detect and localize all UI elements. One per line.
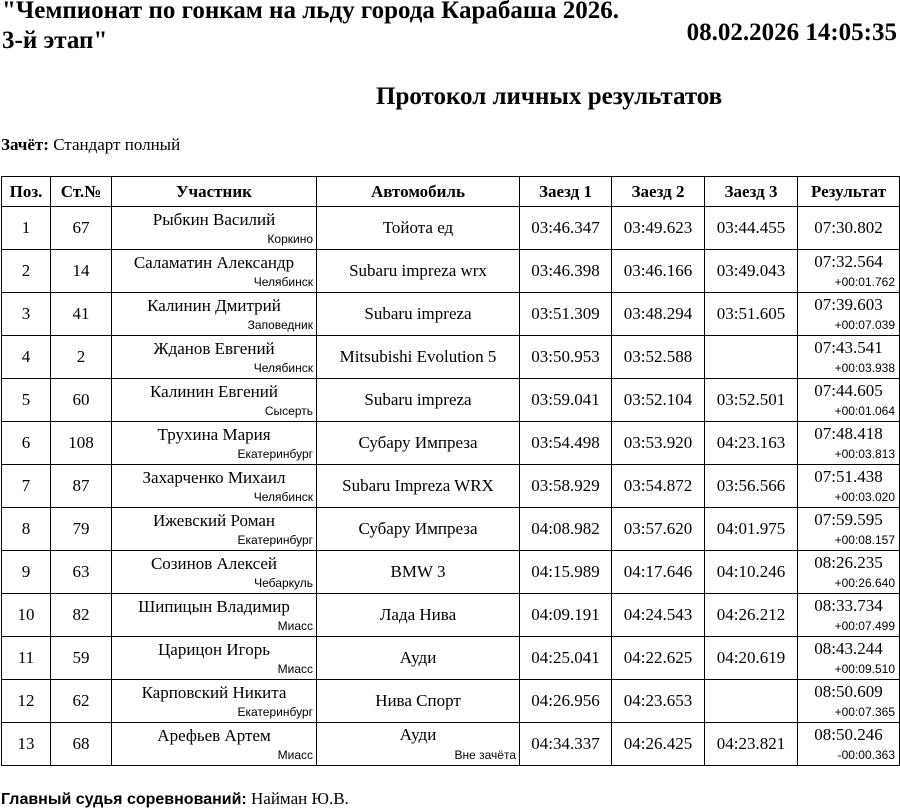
result-block (798, 680, 899, 722)
cell-car (317, 508, 520, 551)
result-gap: +00:03.020 (834, 490, 895, 504)
participant-name: Захарченко Михаил (142, 468, 286, 487)
result-time: 07:43.541 (814, 338, 883, 357)
col-header-result: Результат (798, 177, 900, 207)
participant-name: Карповский Никита (141, 683, 287, 702)
cell-participant (112, 250, 317, 293)
result-time: 07:32.564 (814, 252, 883, 271)
car-block (317, 551, 519, 593)
car-block (317, 594, 519, 636)
participant-city: Коркино (267, 232, 313, 246)
cell-car (317, 465, 520, 508)
cell-position: 1 (2, 207, 51, 250)
cell-run-1: 04:09.191 (520, 594, 612, 637)
participant-name: Рыбкин Василий (152, 210, 276, 229)
cell-run-1: 03:58.929 (520, 465, 612, 508)
participant-block (112, 594, 316, 636)
car-block (317, 723, 519, 765)
result-gap: +00:08.157 (834, 533, 895, 547)
car-block (317, 508, 519, 550)
protocol-title: Протокол личных результатов (376, 83, 723, 110)
cell-run-3: 04:20.619 (705, 637, 798, 680)
table-row (2, 250, 900, 293)
car-block (317, 637, 519, 679)
participant-city: Сысерть (264, 404, 313, 418)
car-name: BMW 3 (390, 562, 446, 581)
cell-car (317, 293, 520, 336)
cell-participant (112, 293, 317, 336)
cell-run-1: 04:08.982 (520, 508, 612, 551)
result-time: 07:51.438 (814, 467, 883, 486)
cell-position: 5 (2, 379, 51, 422)
participant-block (112, 250, 316, 292)
chief-judge-name: Найман Ю.В. (251, 789, 349, 808)
col-header-run-3: Заезд 3 (705, 177, 798, 207)
table-row (2, 508, 900, 551)
car-block (317, 422, 519, 464)
cell-start-number: 63 (51, 551, 112, 594)
participant-city: Екатеринбург (237, 447, 313, 461)
result-time: 08:50.246 (814, 725, 883, 744)
participant-city: Чебаркуль (254, 576, 313, 590)
cell-result (798, 508, 900, 551)
results-body (2, 207, 900, 766)
event-title: "Чемпионат по гонкам на льду города Карабаша 2026. 3-й этап" (2, 0, 619, 54)
cell-car (317, 551, 520, 594)
table-row (2, 336, 900, 379)
cell-car (317, 336, 520, 379)
result-gap: +00:07.365 (834, 705, 895, 719)
cell-run-3: 04:23.821 (705, 723, 798, 766)
result-gap: +00:01.064 (834, 404, 895, 418)
cell-result (798, 379, 900, 422)
participant-block (112, 465, 316, 507)
cell-position: 12 (2, 680, 51, 723)
participant-block (112, 422, 316, 464)
cell-participant (112, 594, 317, 637)
cell-run-2: 03:48.294 (612, 293, 705, 336)
cell-run-3: 03:44.455 (705, 207, 798, 250)
cell-start-number: 108 (51, 422, 112, 465)
participant-block (112, 336, 316, 378)
participant-block (112, 207, 316, 249)
table-row (2, 551, 900, 594)
car-name: Субару Импреза (358, 433, 478, 452)
cell-run-2: 03:49.623 (612, 207, 705, 250)
col-header-car: Автомобиль (317, 177, 520, 207)
participant-name: Калинин Евгений (150, 382, 278, 401)
participant-city: Екатеринбург (237, 705, 313, 719)
result-gap: +00:03.813 (834, 447, 895, 461)
category-value: Стандарт полный (53, 135, 181, 154)
cell-run-1: 04:26.956 (520, 680, 612, 723)
result-block (798, 336, 899, 378)
cell-run-2: 04:22.625 (612, 637, 705, 680)
cell-position: 2 (2, 250, 51, 293)
cell-participant (112, 336, 317, 379)
cell-run-3 (705, 680, 798, 723)
col-header-participant: Участник (112, 177, 317, 207)
cell-position: 6 (2, 422, 51, 465)
result-block (798, 637, 899, 679)
participant-block (112, 551, 316, 593)
cell-start-number: 62 (51, 680, 112, 723)
cell-position: 3 (2, 293, 51, 336)
car-block (317, 293, 519, 335)
participant-city: Екатеринбург (237, 533, 313, 547)
car-name: Subaru Impreza WRX (342, 476, 494, 495)
cell-participant (112, 637, 317, 680)
result-gap: +00:03.938 (834, 361, 895, 375)
result-block (798, 594, 899, 636)
table-row (2, 207, 900, 250)
cell-run-2: 04:17.646 (612, 551, 705, 594)
cell-run-3: 04:23.163 (705, 422, 798, 465)
col-header-start-number: Ст.№ (51, 177, 112, 207)
result-block (798, 723, 899, 765)
cell-start-number: 2 (51, 336, 112, 379)
col-header-position: Поз. (2, 177, 51, 207)
chief-judge-line (1, 788, 349, 811)
car-name: Subaru impreza wrx (349, 261, 487, 280)
result-block (798, 379, 899, 421)
cell-position: 13 (2, 723, 51, 766)
participant-city: Миасс (277, 619, 313, 633)
cell-result (798, 723, 900, 766)
cell-run-1: 04:15.989 (520, 551, 612, 594)
cell-position: 9 (2, 551, 51, 594)
cell-run-2: 03:54.872 (612, 465, 705, 508)
table-row (2, 637, 900, 680)
cell-car (317, 723, 520, 766)
cell-result (798, 637, 900, 680)
result-time: 07:48.418 (814, 424, 883, 443)
car-block (317, 250, 519, 292)
cell-result (798, 594, 900, 637)
participant-city: Челябинск (253, 275, 313, 289)
col-header-run-2: Заезд 2 (612, 177, 705, 207)
cell-run-1: 04:34.337 (520, 723, 612, 766)
table-row (2, 422, 900, 465)
cell-run-2: 04:26.425 (612, 723, 705, 766)
result-block (798, 508, 899, 550)
participant-name: Царицон Игорь (158, 640, 270, 659)
result-block (798, 250, 899, 292)
cell-start-number: 59 (51, 637, 112, 680)
participant-block (112, 508, 316, 550)
car-name: Subaru impreza (364, 304, 472, 323)
cell-start-number: 68 (51, 723, 112, 766)
cell-participant (112, 422, 317, 465)
cell-result (798, 336, 900, 379)
cell-car (317, 594, 520, 637)
cell-run-3: 03:56.566 (705, 465, 798, 508)
table-row (2, 465, 900, 508)
car-block (317, 207, 519, 249)
participant-block (112, 723, 316, 765)
car-name: Нива Спорт (375, 691, 461, 710)
cell-participant (112, 680, 317, 723)
table-row (2, 293, 900, 336)
result-time: 08:50.609 (814, 682, 883, 701)
result-time: 07:44.605 (814, 381, 883, 400)
result-time: 08:26.235 (814, 553, 883, 572)
cell-run-1: 03:54.498 (520, 422, 612, 465)
table-row (2, 379, 900, 422)
result-gap: -00:00.363 (837, 748, 895, 762)
participant-name: Калинин Дмитрий (147, 296, 281, 315)
cell-run-2: 03:53.920 (612, 422, 705, 465)
cell-start-number: 60 (51, 379, 112, 422)
print-datetime: 08.02.2026 14:05:35 (686, 19, 897, 46)
cell-start-number: 67 (51, 207, 112, 250)
result-gap: +00:07.039 (834, 318, 895, 332)
cell-start-number: 87 (51, 465, 112, 508)
cell-result (798, 293, 900, 336)
participant-city: Миасс (277, 748, 313, 762)
cell-result (798, 250, 900, 293)
car-name: Лада Нива (379, 605, 457, 624)
col-header-run-1: Заезд 1 (520, 177, 612, 207)
participant-city: Заповедник (247, 318, 313, 332)
cell-start-number: 41 (51, 293, 112, 336)
cell-start-number: 79 (51, 508, 112, 551)
cell-position: 8 (2, 508, 51, 551)
cell-run-1: 03:50.953 (520, 336, 612, 379)
result-time: 08:43.244 (814, 639, 883, 658)
cell-start-number: 82 (51, 594, 112, 637)
cell-run-3: 04:26.212 (705, 594, 798, 637)
cell-run-3 (705, 336, 798, 379)
participant-block (112, 379, 316, 421)
participant-name: Саламатин Александр (133, 253, 295, 272)
result-time: 07:39.603 (814, 295, 883, 314)
results-table (1, 176, 900, 766)
cell-position: 11 (2, 637, 51, 680)
cell-participant (112, 551, 317, 594)
cell-run-1: 04:25.041 (520, 637, 612, 680)
cell-run-2: 03:52.104 (612, 379, 705, 422)
cell-run-3: 04:10.246 (705, 551, 798, 594)
table-row (2, 723, 900, 766)
cell-run-3: 03:49.043 (705, 250, 798, 293)
participant-name: Трухина Мария (157, 425, 271, 444)
cell-result (798, 422, 900, 465)
car-name: Ауди (399, 648, 437, 667)
participant-name: Арефьев Артем (157, 726, 271, 745)
car-block (317, 680, 519, 722)
cell-result: 07:30.802 (798, 207, 900, 250)
cell-position: 7 (2, 465, 51, 508)
result-block (798, 422, 899, 464)
car-name: Subaru impreza (364, 390, 472, 409)
cell-run-2: 04:24.543 (612, 594, 705, 637)
cell-result (798, 465, 900, 508)
result-gap: +00:09.510 (834, 662, 895, 676)
cell-position: 4 (2, 336, 51, 379)
cell-run-2: 04:23.653 (612, 680, 705, 723)
participant-block (112, 293, 316, 335)
car-block (317, 379, 519, 421)
cell-run-3: 03:51.605 (705, 293, 798, 336)
category-label: Зачёт: (1, 135, 49, 154)
cell-result (798, 551, 900, 594)
cell-car (317, 637, 520, 680)
cell-run-1: 03:46.398 (520, 250, 612, 293)
result-time: 08:33.734 (814, 596, 883, 615)
result-gap: +00:01.762 (834, 275, 895, 289)
result-block (798, 465, 899, 507)
result-block (798, 551, 899, 593)
participant-name: Шипицын Владимир (138, 597, 290, 616)
car-name: Тойота ед (382, 218, 454, 237)
result-gap: +00:26.640 (834, 576, 895, 590)
cell-position: 10 (2, 594, 51, 637)
participant-block (112, 680, 316, 722)
result-block (798, 293, 899, 335)
cell-run-1: 03:51.309 (520, 293, 612, 336)
car-block (317, 465, 519, 507)
cell-run-1: 03:59.041 (520, 379, 612, 422)
cell-start-number: 14 (51, 250, 112, 293)
car-name: Mitsubishi Evolution 5 (339, 347, 497, 366)
cell-car (317, 207, 520, 250)
cell-run-2: 03:52.588 (612, 336, 705, 379)
participant-city: Миасс (277, 662, 313, 676)
cell-car (317, 250, 520, 293)
category-line (1, 134, 180, 156)
participant-name: Ижевский Роман (152, 511, 275, 530)
cell-car (317, 680, 520, 723)
table-header-row (2, 177, 900, 207)
cell-participant (112, 465, 317, 508)
cell-run-2: 03:46.166 (612, 250, 705, 293)
chief-judge-label: Главный судья соревнований: (1, 791, 247, 808)
cell-participant (112, 723, 317, 766)
cell-car (317, 422, 520, 465)
participant-city: Челябинск (253, 361, 313, 375)
car-name: Ауди (399, 725, 437, 744)
result-time: 07:59.595 (814, 510, 883, 529)
result-gap: +00:07.499 (834, 619, 895, 633)
participant-block (112, 637, 316, 679)
cell-participant (112, 508, 317, 551)
table-row (2, 680, 900, 723)
cell-participant (112, 379, 317, 422)
cell-participant (112, 207, 317, 250)
participant-name: Созинов Алексей (150, 554, 278, 573)
cell-run-3: 03:52.501 (705, 379, 798, 422)
cell-run-2: 03:57.620 (612, 508, 705, 551)
car-block (317, 336, 519, 378)
car-name: Субару Импреза (358, 519, 478, 538)
cell-car (317, 379, 520, 422)
cell-result (798, 680, 900, 723)
cell-run-3: 04:01.975 (705, 508, 798, 551)
car-note: Вне зачёта (454, 748, 516, 762)
participant-name: Жданов Евгений (153, 339, 275, 358)
cell-run-1: 03:46.347 (520, 207, 612, 250)
participant-city: Челябинск (253, 490, 313, 504)
table-row (2, 594, 900, 637)
